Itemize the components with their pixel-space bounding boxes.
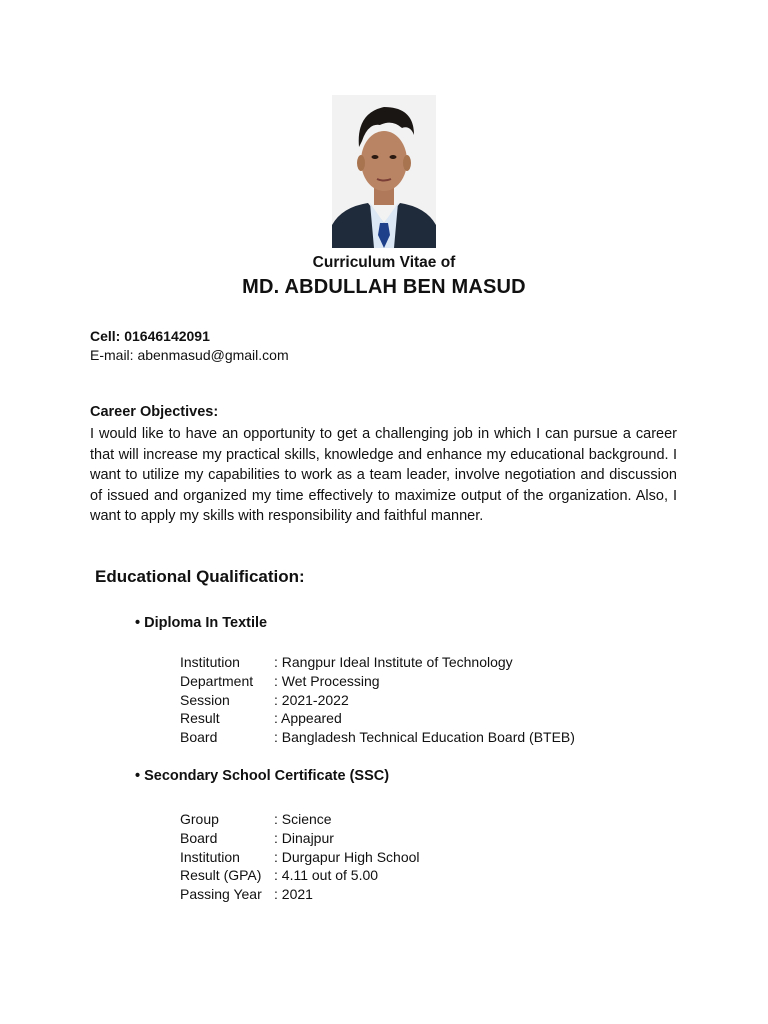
email-address: E-mail: abenmasud@gmail.com	[90, 347, 289, 363]
detail-value: : 2021-2022	[274, 691, 349, 708]
detail-row	[180, 653, 575, 672]
detail-row	[180, 866, 420, 885]
detail-key: Group	[180, 811, 219, 827]
ssc-details	[180, 810, 420, 904]
detail-row	[180, 848, 420, 867]
detail-value: : Wet Processing	[274, 672, 380, 689]
detail-key: Institution	[180, 654, 240, 670]
detail-row	[180, 728, 575, 747]
detail-value: : Science	[274, 811, 332, 827]
detail-key: Result (GPA)	[180, 867, 262, 884]
detail-key: Board	[180, 729, 218, 746]
detail-value: : Dinajpur	[274, 829, 334, 846]
career-objectives-heading: Career Objectives:	[90, 404, 219, 420]
detail-key: Board	[180, 829, 218, 846]
ssc-title: • Secondary School Certificate (SSC)	[135, 768, 390, 784]
diploma-details	[180, 653, 575, 747]
detail-row	[180, 672, 575, 691]
candidate-name: MD. ABDULLAH BEN MASUD	[242, 276, 526, 298]
detail-value: : Rangpur Ideal Institute of Technology	[274, 654, 513, 670]
diploma-title: • Diploma In Textile	[135, 615, 268, 631]
cell-number: Cell: 01646142091	[90, 328, 210, 344]
detail-row	[180, 810, 420, 829]
detail-key: Passing Year	[180, 886, 262, 903]
profile-photo	[332, 95, 436, 248]
cv-subtitle: Curriculum Vitae of	[312, 254, 456, 271]
detail-row	[180, 691, 575, 710]
detail-value: : 2021	[274, 886, 313, 903]
detail-value: : Bangladesh Technical Education Board (BTEB)	[274, 729, 575, 746]
detail-key: Institution	[180, 848, 240, 865]
detail-value: : Durgapur High School	[274, 848, 420, 865]
career-objectives-text: I would like to have an opportunity to get a challenging job in which I can pursue a career that will increase my practical skills, knowledge and enhance my educational background. I want to utilize my capabilities to work as a team leader, involve negotiation and discussion of issued and organized my time effectively to maximize output of the organization. Also, I want to apply my skills with responsibility and faithful manner.	[90, 426, 677, 525]
detail-key: Result	[180, 710, 220, 727]
detail-key: Department	[180, 672, 254, 689]
detail-row	[180, 709, 575, 728]
detail-value: : 4.11 out of 5.00	[274, 867, 379, 884]
detail-row	[180, 829, 420, 848]
education-heading: Educational Qualification:	[95, 567, 305, 586]
detail-key: Session	[180, 691, 230, 708]
detail-row	[180, 885, 420, 904]
detail-value: : Appeared	[274, 710, 342, 727]
